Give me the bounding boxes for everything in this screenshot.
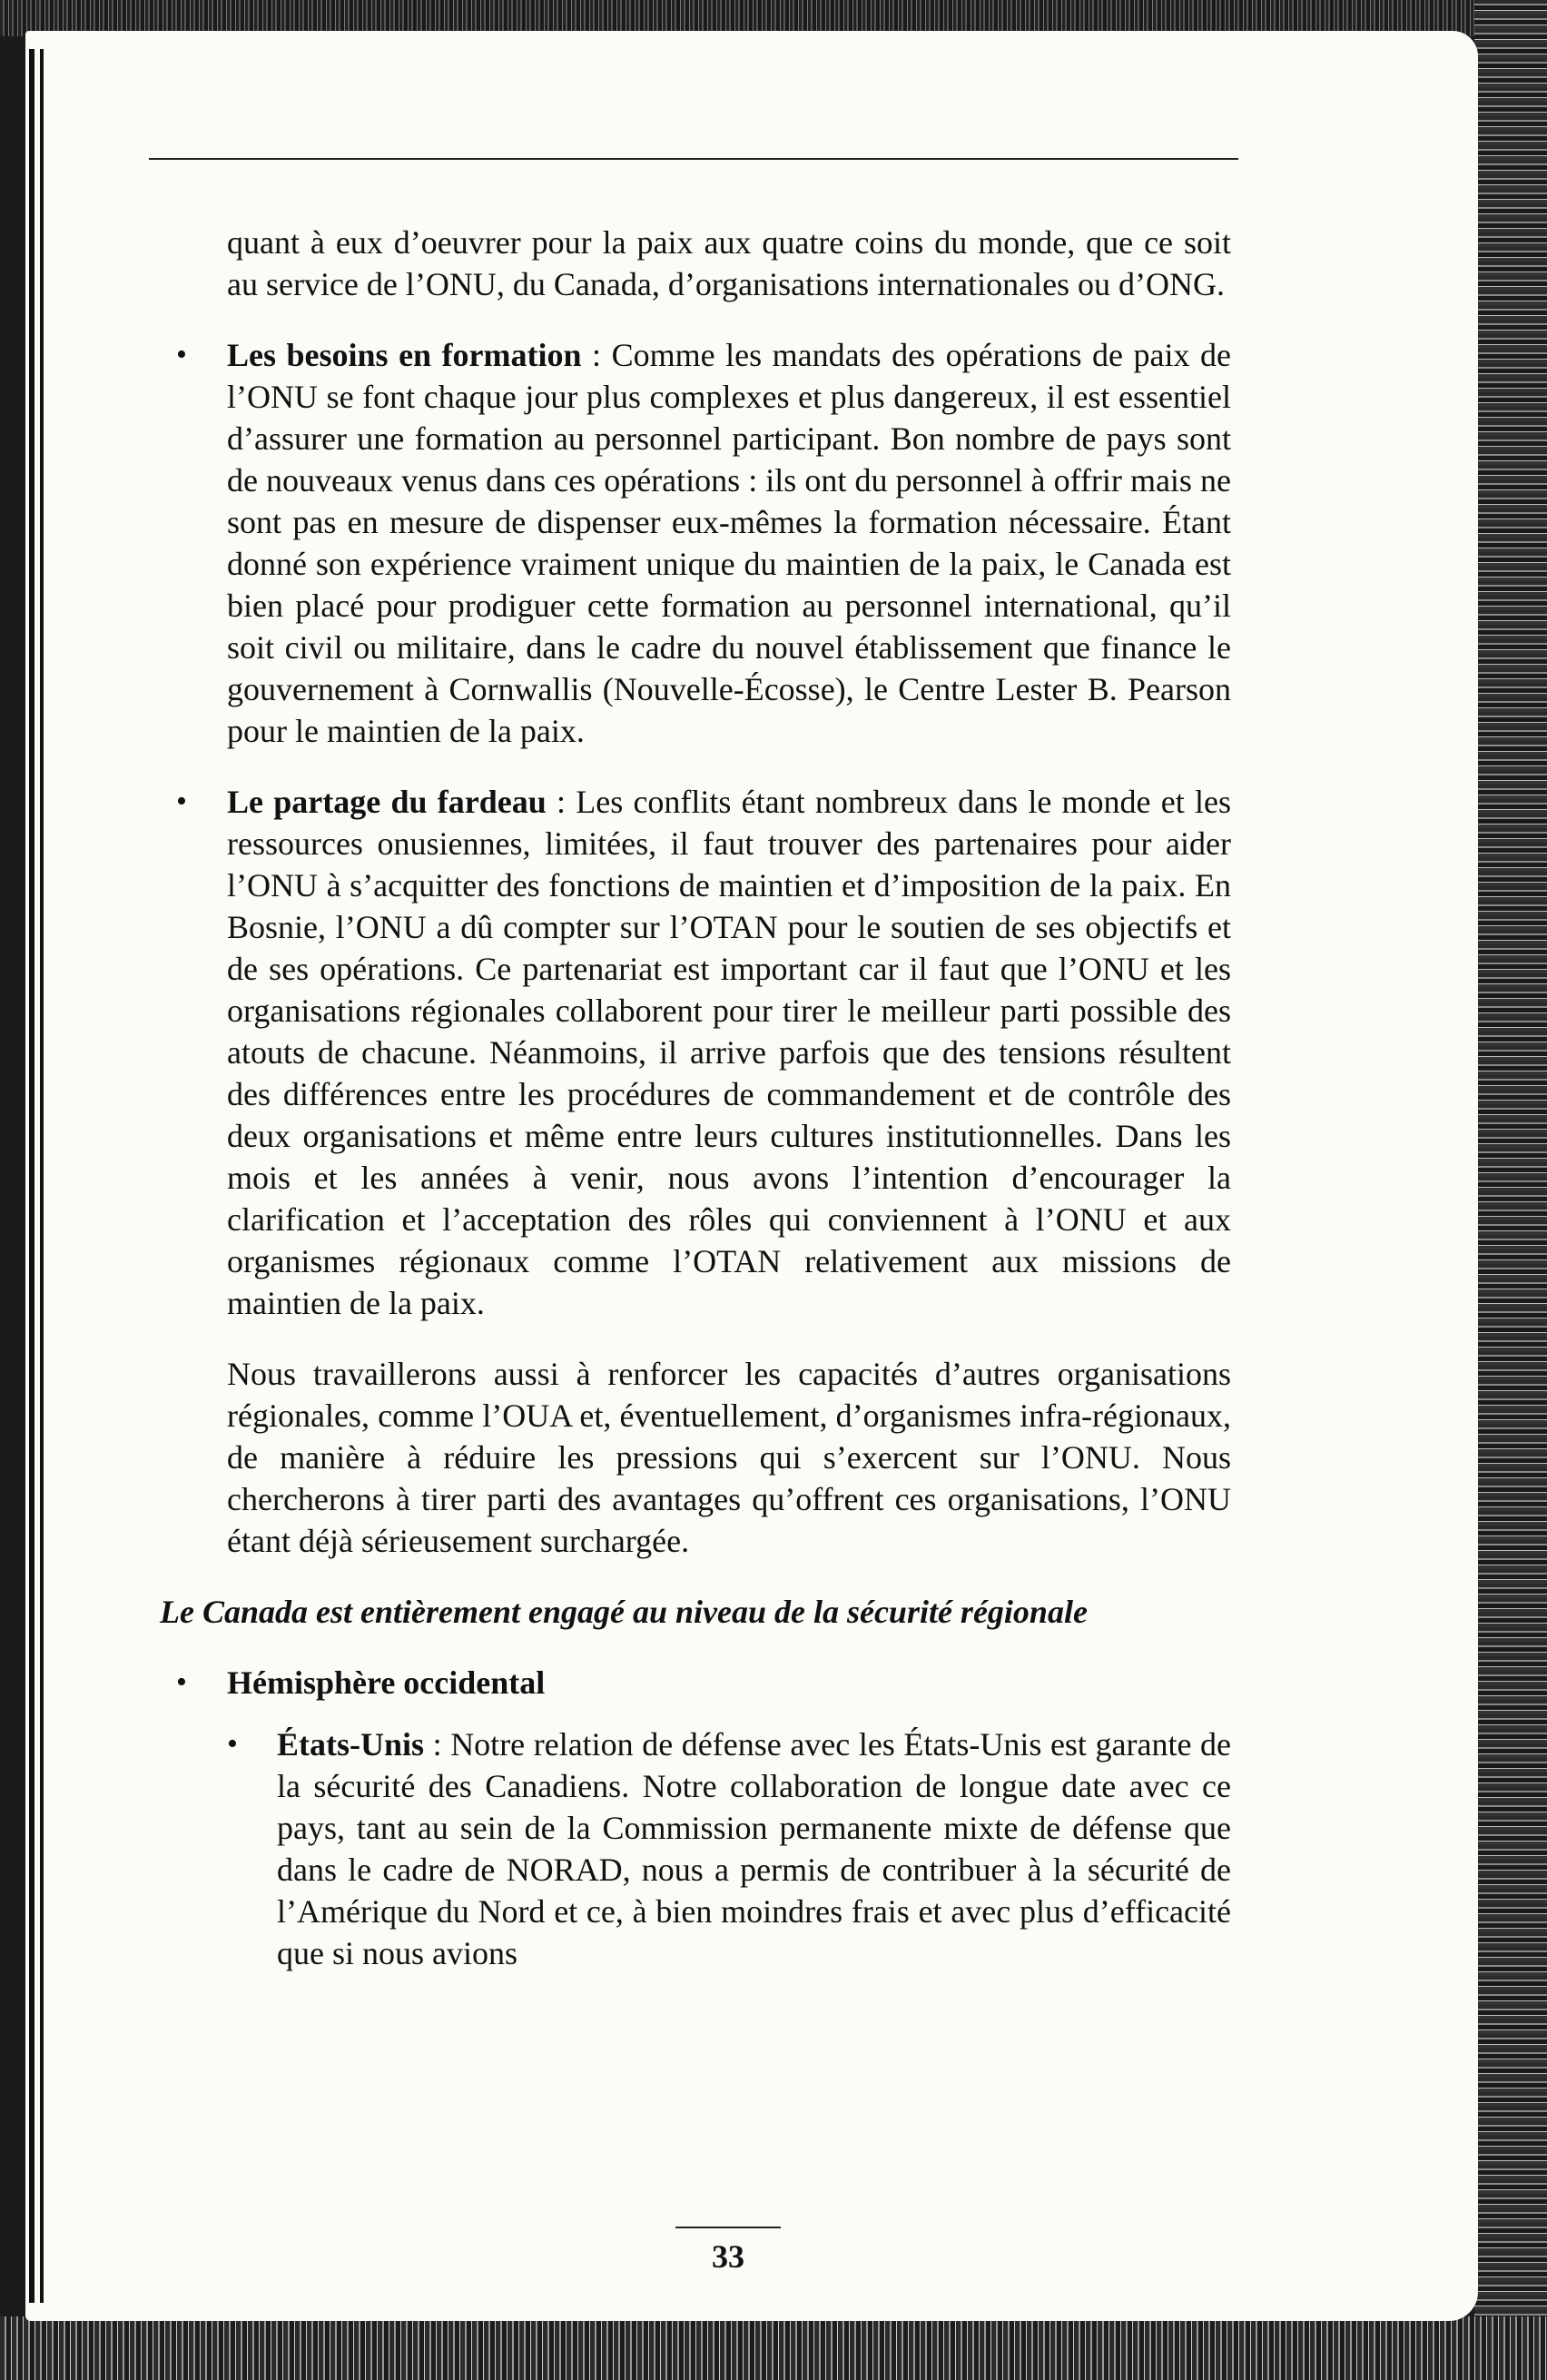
section-heading: Le Canada est entièrement engagé au niveau de la sécurité régionale [160,1594,1088,1630]
bullet-term: Le partage du fardeau [227,784,547,820]
binding-line [29,49,34,2303]
subsection-title: Hémisphère occidental [227,1664,546,1701]
document-page [25,31,1478,2321]
bullet-training-needs [160,334,1231,752]
header-rule [149,158,1238,160]
subsection-heading [160,1662,1231,1704]
scan-edge-right [1474,0,1547,2380]
page-number: 33 [712,2238,744,2275]
bullet-separator: : [424,1726,451,1763]
bullet-icon: • [227,1727,238,1761]
bullet-separator: : [546,784,576,820]
bullet-text: Notre relation de défense avec les États-Unis est garante de la sécurité des Canadiens. Notre collaboration de longue date avec ce pays, tant au sein de la Commission permanente mixte de défense que dans le cadre de NORAD, nous a permis de contribuer à la sécurité de l’Amérique du Nord et ce, à bien moindres frais et avec plus d’efficacité que si nous avions [277,1726,1231,1971]
bullet-term: Les besoins en formation [227,337,582,373]
page-body [160,222,1231,1974]
bullet-icon: • [176,785,187,818]
scan-edge-bottom [0,2316,1547,2380]
intro-paragraph: quant à eux d’oeuvrer pour la paix aux quatre coins du monde, que ce soit au service de l’ONU, du Canada, d’organisations internationales ou d’ONG. [227,224,1231,302]
bullet-united-states [227,1723,1231,1974]
footer-rule [675,2227,781,2228]
bullet-icon: • [176,1665,187,1699]
bullet-icon: • [176,338,187,371]
followup-paragraph: Nous travaillerons aussi à renforcer les capacités d’autres organisations régionales, comme l’OUA et, éventuellement, d’organismes infra-régionaux, de manière à réduire les pressions qui s’exercent sur l’ONU. Nous chercherons à tirer parti des avantages qu’offrent ces organisations, l’ONU étant déjà sérieusement surchargée. [227,1356,1231,1559]
binding-line [40,49,44,2303]
bullet-term: États-Unis [277,1726,425,1763]
bullet-text: Les conflits étant nombreux dans le monde et les ressources onusiennes, limitées, il faut trouver des partenaires pour aider l’ONU à s’acquitter des fonctions de maintien et d’imposition de la paix. En Bosnie, l’ONU a dû compter sur l’OTAN pour le soutien de ses objectifs et de ses opérations. Ce partenariat est important car il faut que l’ONU et les organisations régionales collaborent pour tirer le meilleur parti possible des atouts de chacune. Néanmoins, il arrive parfois que des tensions résultent des différences entre les procédures de commandement et de contrôle des deux organisations et même entre leurs cultures institutionnelles. Dans les mois et les années à venir, nous avons l’intention d’encourager la clarification et l’acceptation des rôles qui conviennent à l’ONU et aux organismes régionaux comme l’OTAN relativement aux missions de maintien de la paix. [227,784,1231,1321]
bullet-burden-sharing [160,781,1231,1324]
bullet-separator: : [581,337,612,373]
bullet-text: Comme les mandats des opérations de paix de l’ONU se font chaque jour plus complexes et plus dangereux, il est essentiel d’assurer une formation au personnel participant. Bon nombre de pays sont de nouveaux venus dans ces opérations : ils ont du personnel à offrir mais ne sont pas en mesure de dispenser eux-mêmes la formation nécessaire. Étant donné son expérience vraiment unique du maintien de la paix, le Canada est bien placé pour prodiguer cette formation au personnel international, qu’il soit civil ou militaire, dans le cadre du nouvel établissement que finance le gouvernement à Cornwallis (Nouvelle-Écosse), le Centre Lester B. Pearson pour le maintien de la paix. [227,337,1231,749]
